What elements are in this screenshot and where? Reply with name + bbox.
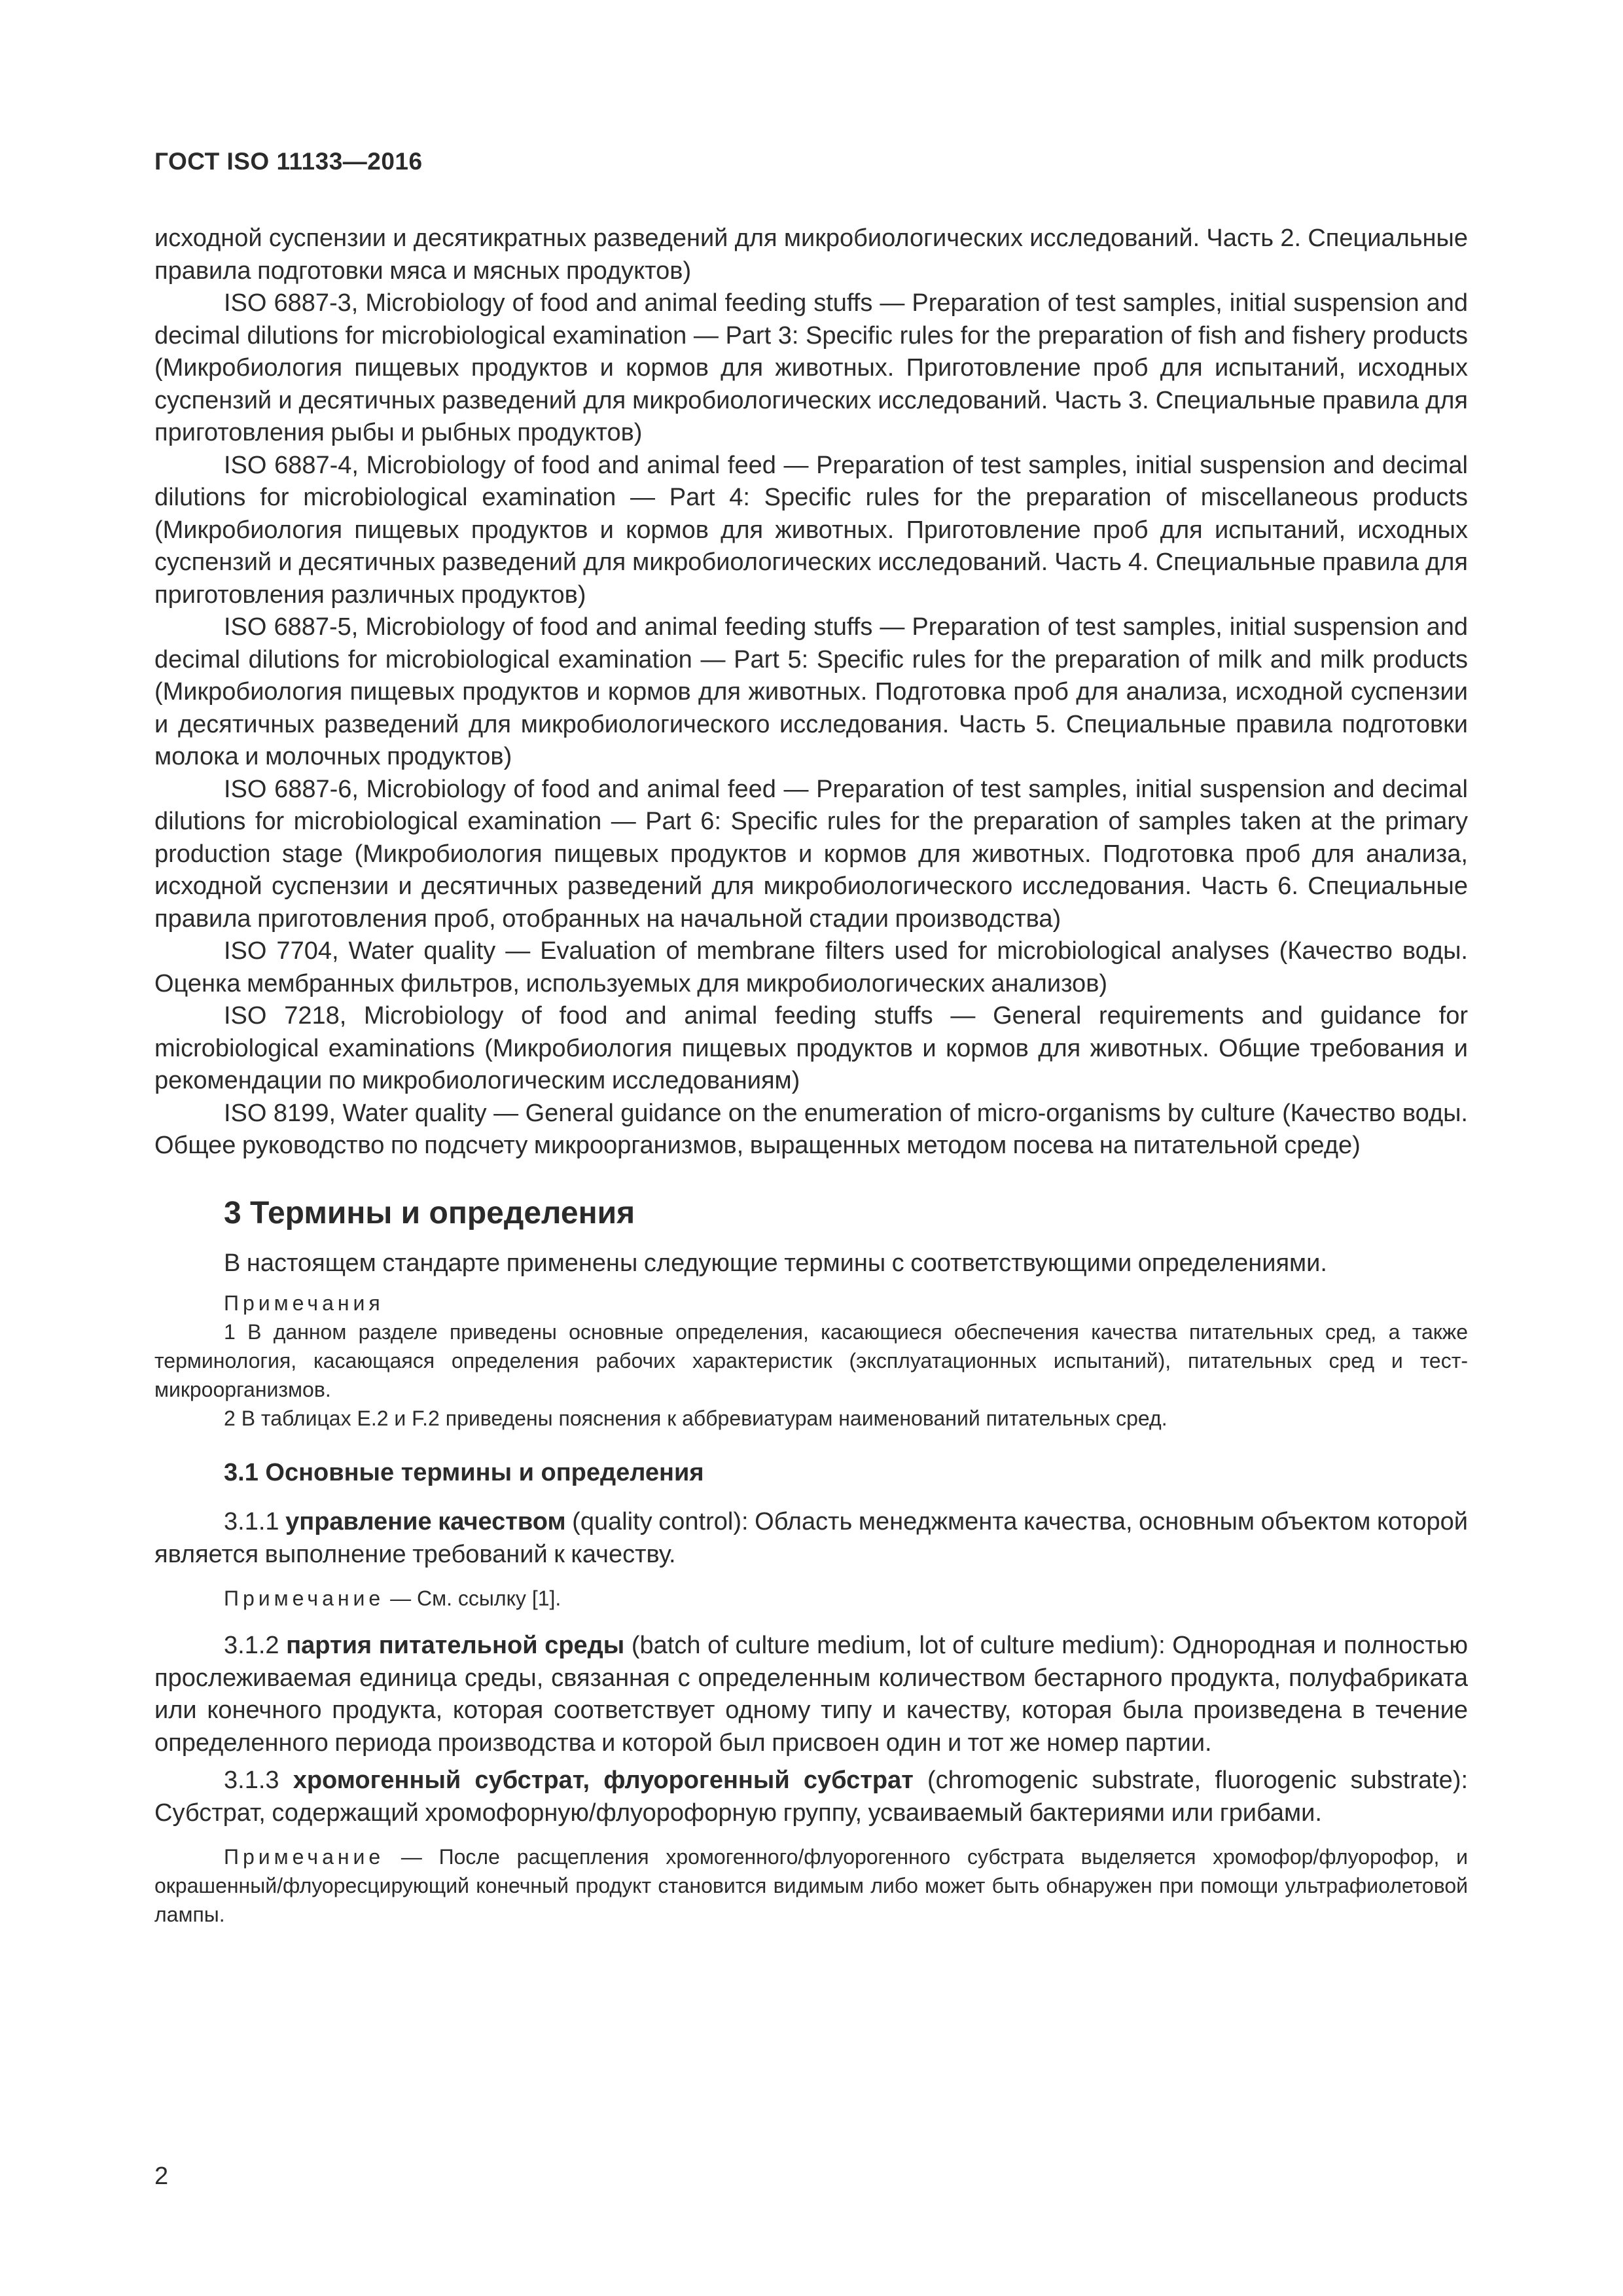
term-definition bbox=[154, 1765, 1468, 1829]
subsection-title: 3.1 Основные термины и определения bbox=[224, 1459, 704, 1486]
page-number: 2 bbox=[154, 2162, 169, 2190]
document-header: ГОСТ ISO 11133—2016 bbox=[154, 148, 423, 175]
term-name: хромогенный субстрат, флуорогенный субстрат bbox=[293, 1767, 914, 1794]
term-note bbox=[154, 1842, 1468, 1929]
reference-item: ISO 6887-4, Microbiology of food and animal feed — Preparation of test samples, initial suspension and decimal dilutions for microbiological examination — Part 4: Specific rules for the preparation of miscellaneous products (Микробиология пищевых продуктов и кормов для животных. Приготовление проб для испытаний, исходных суспензий и десятичных разведений для микробиологических исследований. Часть 4. Специальные правила для приготовления различных продуктов) bbox=[154, 451, 1468, 609]
term-text: (chromogenic substrate, fluorogenic substrate): Субстрат, содержащий хромофорную/флуорофорную группу, усваиваемый бактериями или грибами. bbox=[154, 1767, 1469, 1827]
note-item: 2 В таблицах Е.2 и F.2 приведены пояснения к аббревиатурам наименований питательных сред. bbox=[224, 1407, 1168, 1430]
note-text: — См. ссылку [1]. bbox=[384, 1587, 562, 1610]
reference-item: ISO 6887-3, Microbiology of food and animal feeding stuffs — Preparation of test samples, initial suspension and decimal dilutions for microbiological examination — Part 3: Specific rules for the preparation of fish and fishery products (Микробиология пищевых продуктов и кормов для животных. Приготовление проб для испытаний, исходных суспензий и десятичных разведений для микробиологических исследований. Часть 3. Специальные правила для приготовления рыбы и рыбных продуктов) bbox=[154, 289, 1468, 446]
note-label: Примечание bbox=[224, 1845, 385, 1869]
term-definition bbox=[154, 1506, 1468, 1571]
section-intro: В настоящем стандарте применены следующие термины с соответствующими определениями. bbox=[224, 1249, 1327, 1277]
term-text: (batch of culture medium, lot of culture medium): Однородная и полностью прослеживаемая единица среды, связанная с определенным количеством бестарного продукта, полуфабриката или конечного продукта, которая соответствует одному типу и качеству, которая была произведена в течение определенного периода производства и которой был присвоен один и тот же номер партии. bbox=[154, 1632, 1468, 1757]
term-text: (quality control): Область менеджмента качества, основным объектом которой является выполнение требований к качеству. bbox=[154, 1508, 1468, 1568]
term-name: партия питательной среды bbox=[286, 1632, 625, 1659]
term-note bbox=[154, 1584, 1468, 1613]
reference-item: ISO 6887-5, Microbiology of food and animal feeding stuffs — Preparation of test samples, initial suspension and decimal dilutions for microbiological examination — Part 5: Specific rules for the preparation of milk and milk products (Микробиология пищевых продуктов и кормов для животных. Подготовка проб для анализа, исходной суспензии и десятичных разведений для микробиологического исследования. Часть 5. Специальные правила подготовки молока и молочных продуктов) bbox=[154, 613, 1468, 770]
reference-item: ISO 8199, Water quality — General guidance on the enumeration of micro-organisms by culture (Качество воды. Общее руководство по подсчету микроорганизмов, выращенных методом посева на питательной среде) bbox=[154, 1099, 1468, 1159]
reference-item: ISO 7704, Water quality — Evaluation of membrane filters used for microbiological analyses (Качество воды. Оценка мембранных фильтров, используемых для микробиологических анализов) bbox=[154, 937, 1468, 997]
section-title: 3 Термины и определения bbox=[224, 1195, 635, 1230]
document-body bbox=[154, 223, 1468, 1929]
reference-item: ISO 6887-6, Microbiology of food and animal feed — Preparation of test samples, initial suspension and decimal dilutions for microbiological examination — Part 6: Specific rules for the preparation of samples taken at the primary production stage (Микробиология пищевых продуктов и кормов для животных. Подготовка проб для анализа, исходной суспензии и десятичных разведений для микробиологического исследования. Часть 6. Специальные правила приготовления проб, отобранных на начальной стадии производства) bbox=[154, 775, 1468, 933]
note-item: 1 В данном разделе приведены основные определения, касающиеся обеспечения качества питательных сред, а также терминология, касающаяся определения рабочих характеристик (эксплуатационных испытаний), питательных сред и тест-микроорганизмов. bbox=[154, 1320, 1468, 1401]
note-label: Примечание bbox=[224, 1587, 385, 1610]
term-number: 3.1.3 bbox=[224, 1767, 293, 1794]
note-text: — После расщепления хромогенного/флуорогенного субстрата выделяется хромофор/флуорофор, и окрашенный/флуоресцирующий конечный продукт становится видимым либо может быть обнаружен при помощи ультрафиолетовой лампы. bbox=[154, 1845, 1468, 1926]
notes-label: Примечания bbox=[224, 1291, 384, 1315]
reference-continuation: исходной суспензии и десятикратных разведений для микробиологических исследований. Часть 2. Специальные правила подготовки мяса и мясных продуктов) bbox=[154, 224, 1468, 285]
term-name: управление качеством bbox=[285, 1508, 566, 1535]
term-number: 3.1.2 bbox=[224, 1632, 287, 1659]
reference-item: ISO 7218, Microbiology of food and animal feeding stuffs — General requirements and guidance for microbiological examinations (Микробиология пищевых продуктов и кормов для животных. Общие требования и рекомендации по микробиологическим исследованиям) bbox=[154, 1002, 1468, 1094]
document-page bbox=[154, 0, 1468, 2296]
term-definition bbox=[154, 1630, 1468, 1759]
notes-block bbox=[154, 1289, 1468, 1433]
term-number: 3.1.1 bbox=[224, 1508, 286, 1535]
